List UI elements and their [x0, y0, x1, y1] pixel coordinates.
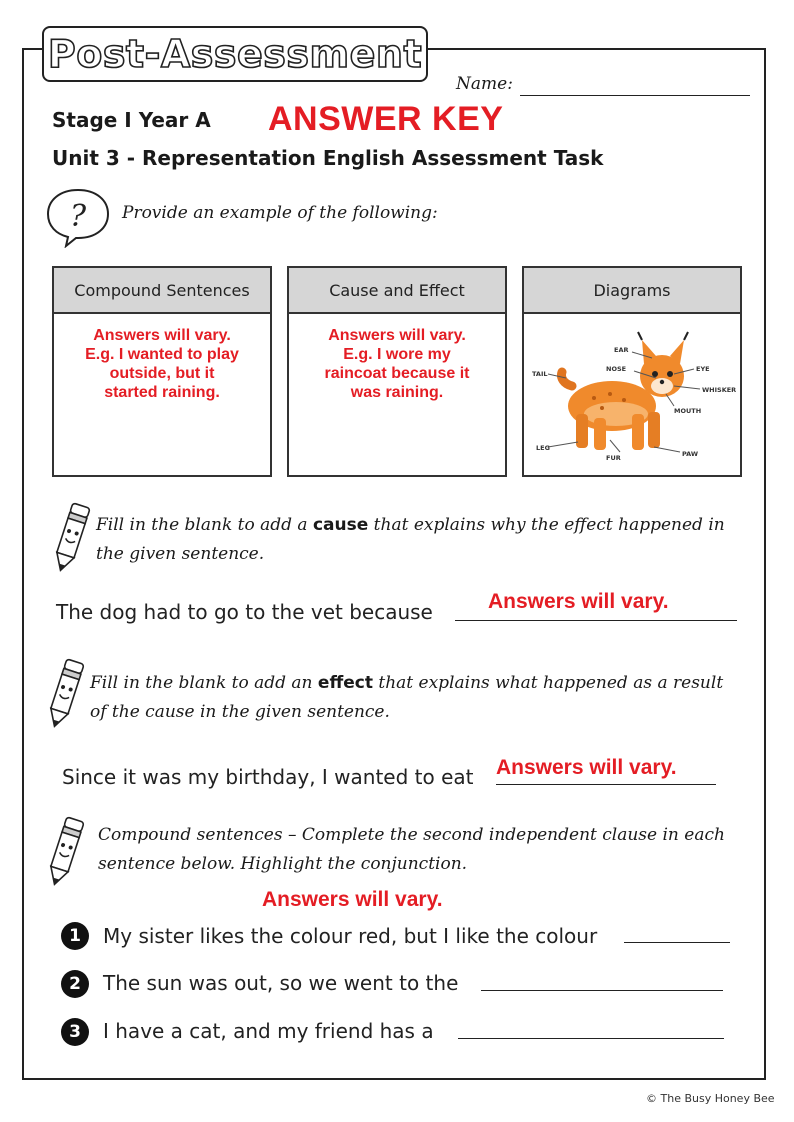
pencil-icon — [44, 814, 86, 890]
section4-instruction: Compound sentences – Complete the second independent clause in each sentence below. Highlight the conjunction. — [98, 825, 725, 874]
compound-sentence-2: The sun was out, so we went to the — [103, 971, 459, 995]
section3-instruction: Fill in the blank to add an effect that explains what happened as a result of the cause in the given sentence. — [90, 673, 724, 722]
section2-sentence: The dog had to go to the vet because — [56, 600, 433, 624]
effect-keyword: effect — [317, 673, 373, 693]
pencil-icon — [44, 656, 86, 732]
page-title: Post-Assessment — [47, 32, 423, 76]
diagram-label-nose: NOSE — [606, 365, 627, 373]
card-answer: Answers will vary. E.g. I wore my raincoat because it was raining. — [324, 327, 470, 401]
effect-answer-blank[interactable] — [496, 784, 716, 785]
section3-sentence: Since it was my birthday, I wanted to eat — [62, 765, 474, 789]
card-heading: Cause and Effect — [289, 268, 505, 314]
section4-answer: Answers will vary. — [262, 888, 443, 911]
copyright-footer: © The Busy Honey Bee — [646, 1092, 775, 1105]
name-label: Name: — [456, 74, 513, 94]
diagram-label-whisker: WHISKER — [702, 386, 737, 394]
diagram-label-ear: EAR — [614, 346, 629, 354]
diagram-label-fur: FUR — [606, 454, 621, 462]
compound-blank-3[interactable] — [458, 1038, 724, 1039]
item-number-3: 3 — [61, 1018, 89, 1046]
section3-answer: Answers will vary. — [496, 756, 677, 779]
name-field[interactable] — [520, 95, 750, 96]
section2-answer: Answers will vary. — [488, 590, 669, 613]
unit-heading: Unit 3 - Representation English Assessment Task — [52, 146, 604, 170]
diagram-label-eye: EYE — [696, 365, 710, 373]
cat-diagram — [524, 314, 740, 477]
card-heading: Diagrams — [524, 268, 740, 314]
item-number-2: 2 — [61, 970, 89, 998]
diagram-label-mouth: MOUTH — [674, 407, 702, 415]
section2-instruction: Fill in the blank to add a cause that explains why the effect happened in the given sentence. — [96, 515, 725, 564]
compound-blank-1[interactable] — [624, 942, 730, 943]
cause-keyword: cause — [312, 515, 369, 535]
pencil-icon — [50, 500, 92, 576]
diagram-label-paw: PAW — [682, 450, 699, 458]
compound-sentence-3: I have a cat, and my friend has a — [103, 1019, 434, 1043]
svg-text:?: ? — [69, 199, 87, 234]
item-number-1: 1 — [61, 922, 89, 950]
diagrams-card — [522, 266, 742, 477]
card-answer: Answers will vary. E.g. I wanted to play outside, but it started raining. — [85, 327, 239, 401]
compound-sentences-card — [52, 266, 272, 477]
compound-sentence-1: My sister likes the colour red, but I like the colour — [103, 924, 598, 948]
card-heading: Compound Sentences — [54, 268, 270, 314]
question-bubble-icon — [44, 186, 112, 248]
stage-label: Stage I Year A — [52, 108, 211, 132]
section1-prompt: Provide an example of the following: — [122, 203, 438, 223]
cause-answer-blank[interactable] — [455, 620, 737, 621]
cause-effect-card — [287, 266, 507, 477]
diagram-label-tail: TAIL — [532, 370, 548, 378]
diagram-label-leg: LEG — [536, 444, 550, 452]
answer-key-heading: ANSWER KEY — [268, 100, 504, 138]
title-banner — [42, 26, 428, 82]
compound-blank-2[interactable] — [481, 990, 723, 991]
